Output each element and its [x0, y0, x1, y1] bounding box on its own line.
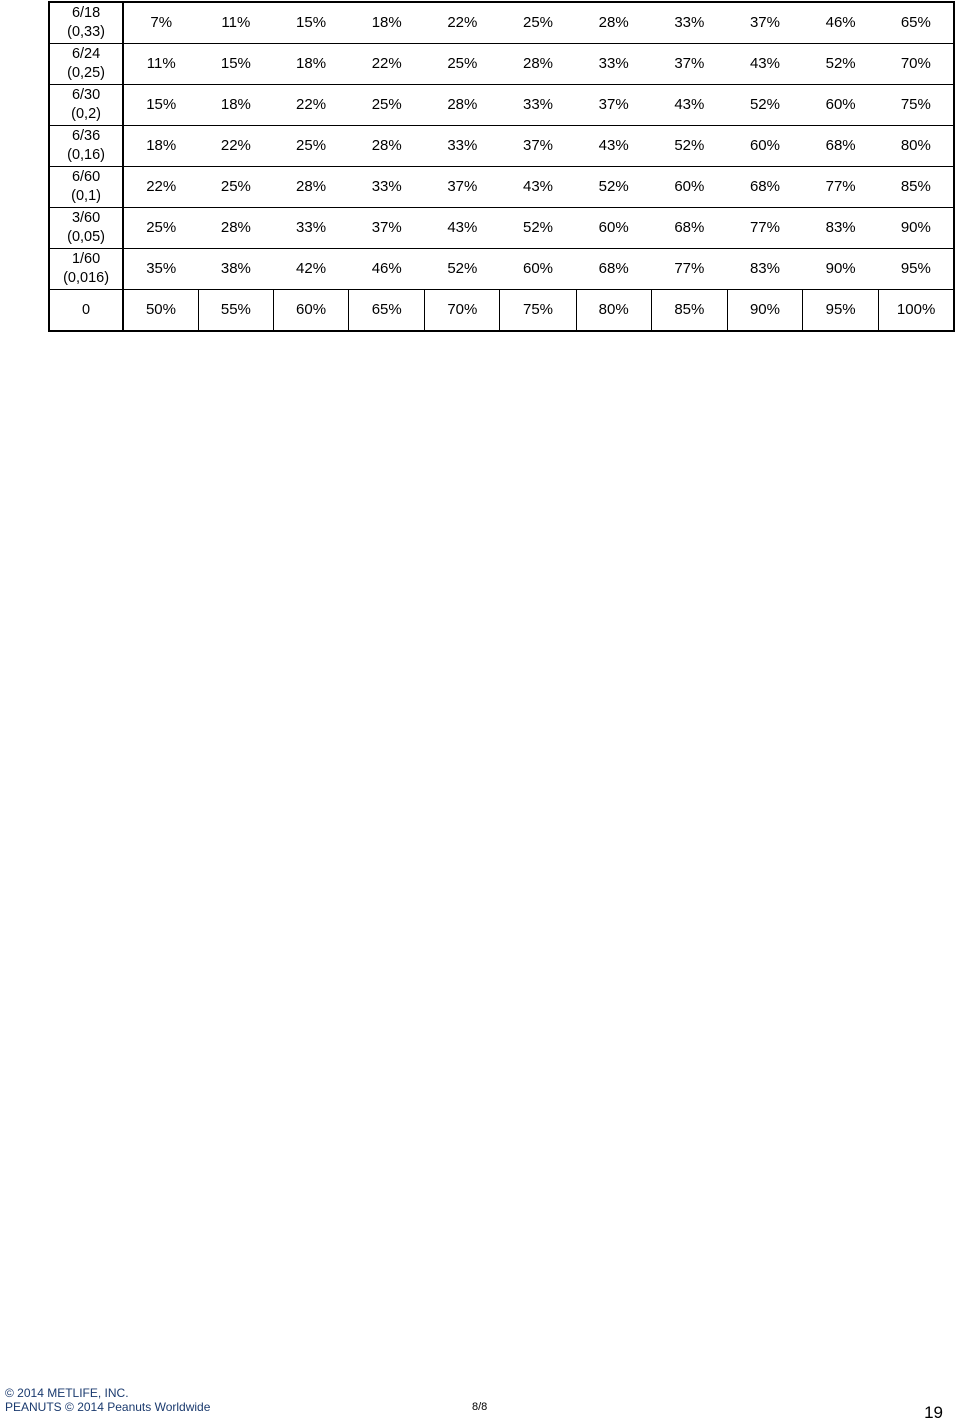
table-cell: 77% [727, 208, 802, 249]
table-cell: 15% [273, 2, 348, 44]
row-header-line: (0,25) [67, 65, 106, 81]
table-cell: 77% [651, 249, 727, 290]
table-cell: 52% [425, 249, 500, 290]
row-header [49, 126, 123, 167]
row-header [49, 2, 123, 44]
table-cell: 22% [198, 126, 273, 167]
table-cell: 46% [349, 249, 425, 290]
table-cell: 85% [651, 290, 727, 332]
table-cell: 80% [879, 126, 954, 167]
table-cell: 43% [500, 167, 576, 208]
table-cell: 22% [273, 85, 348, 126]
row-header [49, 290, 123, 332]
row-header [49, 208, 123, 249]
table-cell: 46% [803, 2, 879, 44]
table-row [49, 290, 954, 332]
copyright-line-1: © 2014 METLIFE, INC. [5, 1386, 129, 1400]
table-cell: 28% [500, 44, 576, 85]
table-cell: 60% [273, 290, 348, 332]
table-cell: 52% [651, 126, 727, 167]
row-header-line: 6/18 [71, 5, 101, 21]
table-cell: 33% [576, 44, 651, 85]
table-cell: 43% [576, 126, 651, 167]
table-cell: 37% [576, 85, 651, 126]
table-cell: 11% [123, 44, 198, 85]
table-cell: 55% [198, 290, 273, 332]
table-cell: 70% [425, 290, 500, 332]
row-header-line: (0,33) [67, 24, 106, 40]
table-cell: 52% [803, 44, 879, 85]
copyright-line-2: PEANUTS © 2014 Peanuts Worldwide [5, 1400, 211, 1414]
table-cell: 85% [879, 167, 954, 208]
table-cell: 38% [198, 249, 273, 290]
acuity-table [48, 1, 955, 332]
table-cell: 28% [273, 167, 348, 208]
table-cell: 95% [803, 290, 879, 332]
table-cell: 25% [425, 44, 500, 85]
table-cell: 11% [198, 2, 273, 44]
page-fraction: 8/8 [472, 1401, 488, 1413]
table-cell: 70% [879, 44, 954, 85]
table-cell: 33% [500, 85, 576, 126]
table-cell: 75% [879, 85, 954, 126]
row-header-line: 0 [82, 301, 91, 318]
row-header-line: (0,16) [67, 147, 106, 163]
row-header-line: (0,016) [63, 270, 110, 286]
table-body [49, 2, 954, 331]
row-header-line: 6/24 [71, 46, 101, 62]
table-cell: 28% [198, 208, 273, 249]
table-cell: 28% [425, 85, 500, 126]
row-header-line: (0,05) [67, 229, 106, 245]
table-cell: 7% [123, 2, 198, 44]
table-cell: 37% [727, 2, 802, 44]
table-cell: 68% [727, 167, 802, 208]
row-header-line: 6/60 [71, 169, 101, 185]
page-number: 19 [924, 1403, 943, 1422]
table-cell: 33% [349, 167, 425, 208]
row-header-line: 6/30 [71, 87, 101, 103]
table-cell: 60% [651, 167, 727, 208]
table-cell: 25% [198, 167, 273, 208]
row-header [49, 44, 123, 85]
table-cell: 42% [273, 249, 348, 290]
table-cell: 60% [727, 126, 802, 167]
table-cell: 52% [576, 167, 651, 208]
table-cell: 68% [803, 126, 879, 167]
table-cell: 18% [123, 126, 198, 167]
table-cell: 80% [576, 290, 651, 332]
table-row [49, 44, 954, 85]
table-row [49, 208, 954, 249]
row-header [49, 249, 123, 290]
table-cell: 33% [651, 2, 727, 44]
table-cell: 52% [500, 208, 576, 249]
copyright-notice [5, 1386, 210, 1414]
table-cell: 22% [123, 167, 198, 208]
table-cell: 33% [273, 208, 348, 249]
table-cell: 50% [123, 290, 198, 332]
acuity-table-container [48, 1, 955, 332]
table-cell: 65% [879, 2, 954, 44]
table-cell: 77% [803, 167, 879, 208]
table-cell: 28% [576, 2, 651, 44]
table-cell: 37% [500, 126, 576, 167]
row-header-line: (0,1) [71, 188, 101, 204]
table-cell: 33% [425, 126, 500, 167]
row-header [49, 85, 123, 126]
table-cell: 15% [198, 44, 273, 85]
table-cell: 52% [727, 85, 802, 126]
table-cell: 90% [727, 290, 802, 332]
table-cell: 60% [500, 249, 576, 290]
table-cell: 25% [349, 85, 425, 126]
row-header [49, 167, 123, 208]
table-cell: 60% [576, 208, 651, 249]
table-cell: 37% [651, 44, 727, 85]
table-cell: 37% [349, 208, 425, 249]
table-cell: 95% [879, 249, 954, 290]
table-cell: 90% [803, 249, 879, 290]
table-cell: 37% [425, 167, 500, 208]
table-cell: 25% [123, 208, 198, 249]
table-cell: 15% [123, 85, 198, 126]
table-cell: 60% [803, 85, 879, 126]
table-cell: 43% [425, 208, 500, 249]
table-cell: 35% [123, 249, 198, 290]
table-cell: 65% [349, 290, 425, 332]
row-header-line: (0,2) [71, 106, 101, 122]
table-cell: 83% [727, 249, 802, 290]
table-cell: 18% [273, 44, 348, 85]
table-row [49, 85, 954, 126]
table-cell: 68% [576, 249, 651, 290]
table-row [49, 126, 954, 167]
table-cell: 68% [651, 208, 727, 249]
table-cell: 75% [500, 290, 576, 332]
table-cell: 22% [425, 2, 500, 44]
table-row [49, 2, 954, 44]
table-cell: 28% [349, 126, 425, 167]
table-cell: 25% [273, 126, 348, 167]
table-cell: 18% [198, 85, 273, 126]
table-cell: 43% [727, 44, 802, 85]
table-cell: 18% [349, 2, 425, 44]
row-header-line: 3/60 [71, 210, 101, 226]
table-cell: 100% [879, 290, 954, 332]
table-row [49, 167, 954, 208]
table-cell: 83% [803, 208, 879, 249]
table-cell: 43% [651, 85, 727, 126]
table-cell: 25% [500, 2, 576, 44]
table-row [49, 249, 954, 290]
row-header-line: 1/60 [71, 251, 101, 267]
row-header-line: 6/36 [71, 128, 101, 144]
table-cell: 22% [349, 44, 425, 85]
table-cell: 90% [879, 208, 954, 249]
